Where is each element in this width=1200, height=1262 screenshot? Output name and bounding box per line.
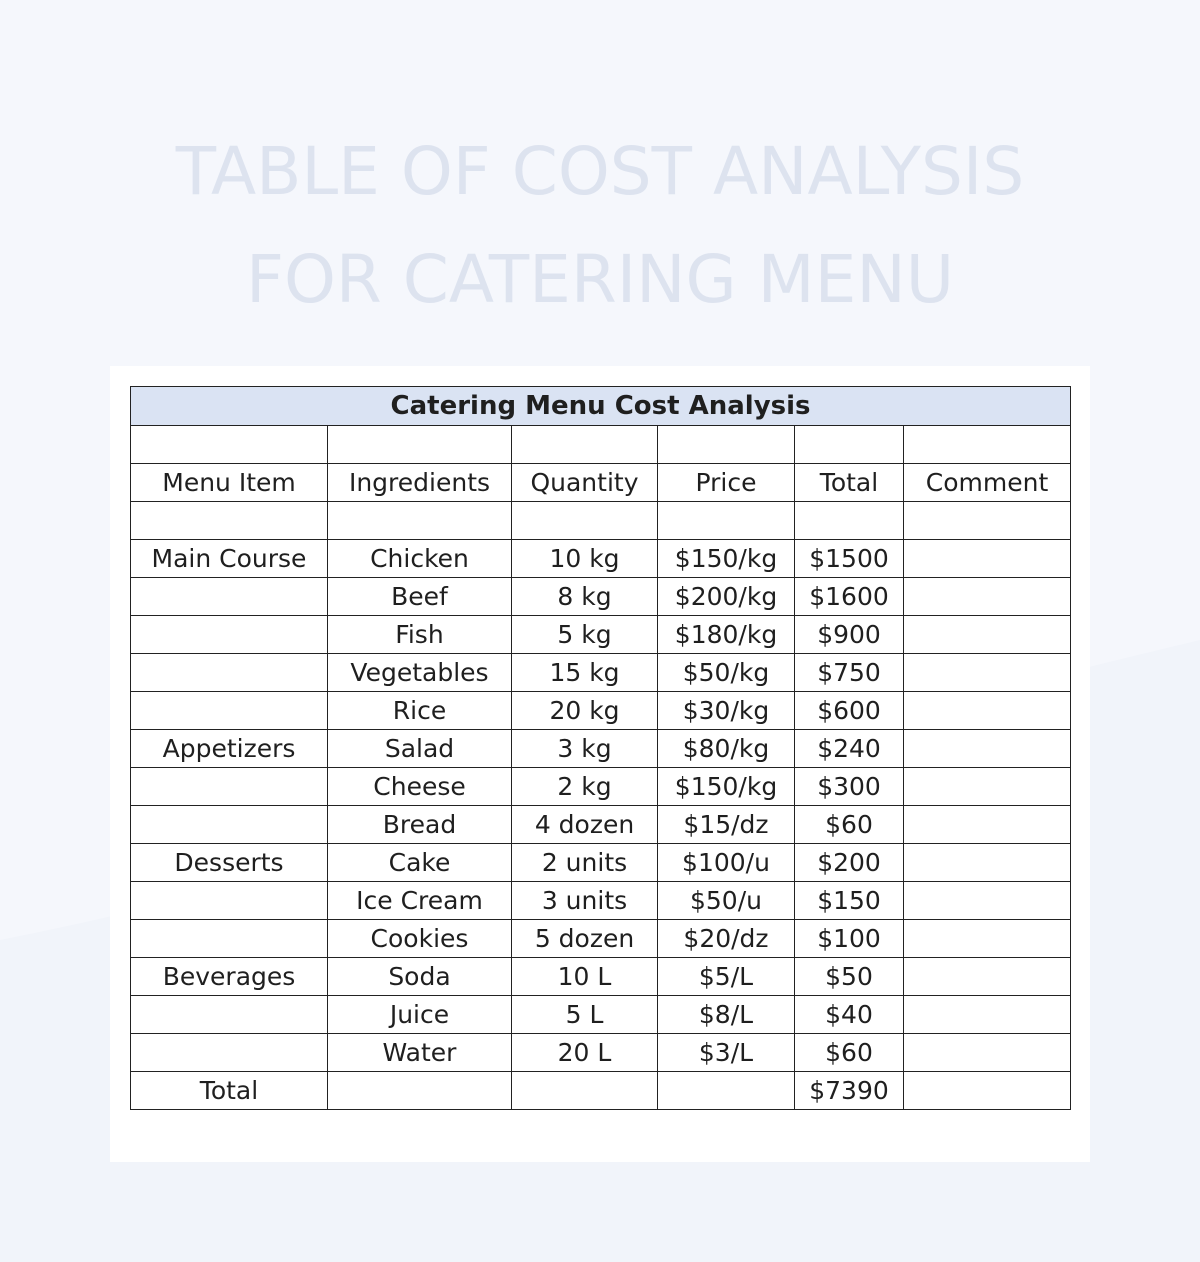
header-comment: Comment	[904, 464, 1071, 502]
total-cell: $1500	[795, 540, 904, 578]
price-cell: $30/kg	[658, 692, 795, 730]
total-cell: $60	[795, 806, 904, 844]
comment-cell	[904, 920, 1071, 958]
comment-cell	[904, 654, 1071, 692]
quantity-cell: 4 dozen	[512, 806, 658, 844]
total-empty-cell	[658, 1072, 795, 1110]
menu-item-cell	[131, 996, 328, 1034]
quantity-cell: 5 kg	[512, 616, 658, 654]
price-cell: $50/u	[658, 882, 795, 920]
total-empty-cell	[328, 1072, 512, 1110]
grand-total-cell: $7390	[795, 1072, 904, 1110]
empty-cell	[512, 502, 658, 540]
table-row	[131, 920, 1071, 958]
price-cell: $200/kg	[658, 578, 795, 616]
ingredient-cell: Ice Cream	[328, 882, 512, 920]
menu-item-cell	[131, 1034, 328, 1072]
total-row	[131, 1072, 1071, 1110]
page-title-line-1: TABLE OF COST ANALYSIS	[175, 133, 1025, 210]
comment-cell	[904, 844, 1071, 882]
quantity-cell: 2 kg	[512, 768, 658, 806]
menu-item-cell	[131, 692, 328, 730]
cost-analysis-table	[130, 386, 1071, 1110]
empty-cell	[328, 426, 512, 464]
empty-cell	[904, 502, 1071, 540]
ingredient-cell: Salad	[328, 730, 512, 768]
header-quantity: Quantity	[512, 464, 658, 502]
table-row	[131, 1034, 1071, 1072]
quantity-cell: 15 kg	[512, 654, 658, 692]
comment-cell	[904, 768, 1071, 806]
ingredient-cell: Rice	[328, 692, 512, 730]
comment-cell	[904, 540, 1071, 578]
total-cell: $40	[795, 996, 904, 1034]
price-cell: $15/dz	[658, 806, 795, 844]
total-cell: $60	[795, 1034, 904, 1072]
price-cell: $80/kg	[658, 730, 795, 768]
empty-cell	[658, 426, 795, 464]
price-cell: $3/L	[658, 1034, 795, 1072]
price-cell: $100/u	[658, 844, 795, 882]
ingredient-cell: Water	[328, 1034, 512, 1072]
header-row	[131, 464, 1071, 502]
price-cell: $150/kg	[658, 540, 795, 578]
ingredient-cell: Soda	[328, 958, 512, 996]
price-cell: $8/L	[658, 996, 795, 1034]
comment-cell	[904, 882, 1071, 920]
quantity-cell: 3 units	[512, 882, 658, 920]
header-total: Total	[795, 464, 904, 502]
table-row	[131, 996, 1071, 1034]
header-menu-item: Menu Item	[131, 464, 328, 502]
table-row	[131, 768, 1071, 806]
menu-item-cell: Desserts	[131, 844, 328, 882]
total-cell: $1600	[795, 578, 904, 616]
menu-item-cell	[131, 654, 328, 692]
ingredient-cell: Bread	[328, 806, 512, 844]
ingredient-cell: Vegetables	[328, 654, 512, 692]
total-cell: $100	[795, 920, 904, 958]
price-cell: $20/dz	[658, 920, 795, 958]
total-empty-cell	[512, 1072, 658, 1110]
total-cell: $50	[795, 958, 904, 996]
table-row	[131, 616, 1071, 654]
total-cell: $900	[795, 616, 904, 654]
ingredient-cell: Beef	[328, 578, 512, 616]
table-row	[131, 806, 1071, 844]
comment-cell	[904, 616, 1071, 654]
ingredient-cell: Chicken	[328, 540, 512, 578]
price-cell: $150/kg	[658, 768, 795, 806]
page-title	[0, 118, 1200, 334]
empty-cell	[131, 426, 328, 464]
header-ingredients: Ingredients	[328, 464, 512, 502]
comment-cell	[904, 996, 1071, 1034]
quantity-cell: 3 kg	[512, 730, 658, 768]
page-title-line-2: FOR CATERING MENU	[245, 241, 955, 318]
empty-cell	[795, 502, 904, 540]
menu-item-cell	[131, 578, 328, 616]
table-row	[131, 730, 1071, 768]
table-row	[131, 540, 1071, 578]
total-cell: $600	[795, 692, 904, 730]
quantity-cell: 20 kg	[512, 692, 658, 730]
ingredient-cell: Cookies	[328, 920, 512, 958]
comment-cell	[904, 1034, 1071, 1072]
quantity-cell: 5 dozen	[512, 920, 658, 958]
table-row	[131, 578, 1071, 616]
total-cell: $300	[795, 768, 904, 806]
table-row	[131, 692, 1071, 730]
table-row	[131, 844, 1071, 882]
table-row	[131, 958, 1071, 996]
total-label-cell: Total	[131, 1072, 328, 1110]
price-cell: $5/L	[658, 958, 795, 996]
comment-cell	[904, 730, 1071, 768]
empty-cell	[904, 426, 1071, 464]
quantity-cell: 2 units	[512, 844, 658, 882]
menu-item-cell	[131, 768, 328, 806]
menu-item-cell: Main Course	[131, 540, 328, 578]
menu-item-cell	[131, 920, 328, 958]
price-cell: $180/kg	[658, 616, 795, 654]
empty-cell	[131, 502, 328, 540]
comment-cell	[904, 692, 1071, 730]
table-caption: Catering Menu Cost Analysis	[131, 387, 1071, 426]
quantity-cell: 5 L	[512, 996, 658, 1034]
empty-cell	[328, 502, 512, 540]
menu-item-cell	[131, 882, 328, 920]
total-empty-cell	[904, 1072, 1071, 1110]
total-cell: $150	[795, 882, 904, 920]
total-cell: $750	[795, 654, 904, 692]
empty-cell	[658, 502, 795, 540]
comment-cell	[904, 578, 1071, 616]
ingredient-cell: Cake	[328, 844, 512, 882]
menu-item-cell: Beverages	[131, 958, 328, 996]
comment-cell	[904, 958, 1071, 996]
total-cell: $240	[795, 730, 904, 768]
total-cell: $200	[795, 844, 904, 882]
price-cell: $50/kg	[658, 654, 795, 692]
menu-item-cell	[131, 806, 328, 844]
header-price: Price	[658, 464, 795, 502]
empty-cell	[512, 426, 658, 464]
table-row	[131, 882, 1071, 920]
empty-row	[131, 426, 1071, 464]
empty-cell	[795, 426, 904, 464]
empty-row	[131, 502, 1071, 540]
quantity-cell: 20 L	[512, 1034, 658, 1072]
ingredient-cell: Fish	[328, 616, 512, 654]
menu-item-cell	[131, 616, 328, 654]
quantity-cell: 10 kg	[512, 540, 658, 578]
comment-cell	[904, 806, 1071, 844]
ingredient-cell: Cheese	[328, 768, 512, 806]
ingredient-cell: Juice	[328, 996, 512, 1034]
caption-row	[131, 387, 1071, 426]
table-row	[131, 654, 1071, 692]
menu-item-cell: Appetizers	[131, 730, 328, 768]
quantity-cell: 8 kg	[512, 578, 658, 616]
quantity-cell: 10 L	[512, 958, 658, 996]
